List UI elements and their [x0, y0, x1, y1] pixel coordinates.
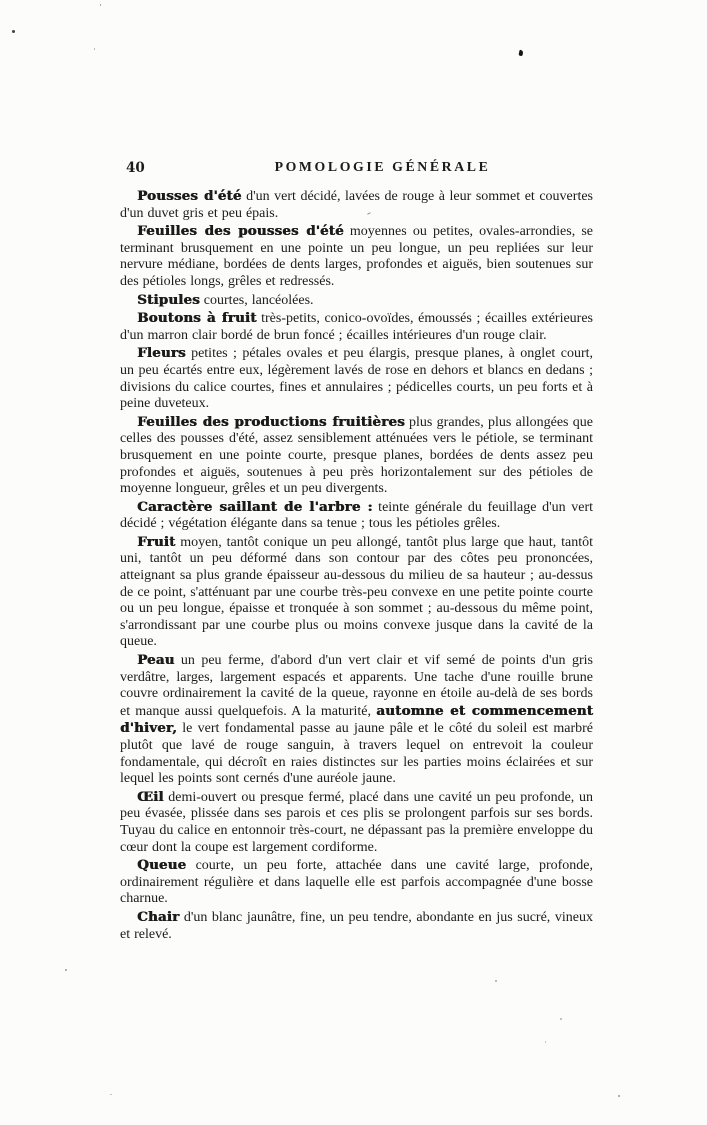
scan-speck — [110, 1094, 112, 1095]
paragraph-text: plus grandes, plus allongées que celles des pousses d'été, assez sensiblement atténuées vers le pétiole, se terminant brusquement en une pointe courte, presque planes, bordées de dents assez peu profondes et aiguës, soutenues à peu près horizontalement sur des pétioles de moyenne longueur, grêles et un peu divergents. — [120, 414, 593, 497]
paragraph-fruit — [120, 534, 593, 651]
paragraph-text: le vert fondamental passe au jaune pâle et le côté du soleil est marbré plutôt que lavé de rouge sanguin, à travers lequel on entrevoit la couleur fondamentale, qui décroît en raies distinctes sur les parties moins éclairées et sur lequel les points sont cernés d'une auréole jaune. — [120, 721, 593, 787]
paragraph-fleurs — [120, 345, 593, 412]
paragraph-chair — [120, 909, 593, 943]
page-header — [120, 159, 593, 179]
running-title: POMOLOGIE GÉNÉRALE — [274, 159, 491, 174]
scan-speck — [495, 980, 497, 982]
lead-stipules: Stipules — [137, 291, 200, 308]
lead-peau: Peau — [137, 652, 175, 669]
paragraph-text: petites ; pétales ovales et peu élargis, presque planes, à onglet court, un peu écartés entre eux, légèrement lavés de rose en dehors et blancs en dedans ; divisions du calice courtes, fines et annulaires ; pédicelles courts, un peu forts et à peine duveteux. — [120, 346, 593, 412]
scan-speck — [12, 30, 15, 33]
paragraph-oeil — [120, 789, 593, 856]
paragraph-stipules — [120, 292, 593, 310]
paragraph-caractere-saillant — [120, 499, 593, 533]
lead-boutons-a-fruit: Boutons à fruit — [137, 310, 257, 327]
page-number: 40 — [126, 160, 145, 176]
paragraph-text: très-petits, conico-ovoïdes, émoussés ; écailles extérieures d'un marron clair bordé de brun foncé ; écailles intérieures d'un rouge clair. — [120, 311, 593, 343]
paragraph-text: courtes, lancéolées. — [199, 292, 314, 308]
paragraph-boutons-a-fruit — [120, 310, 593, 344]
lead-feuilles-pousses: Feuilles des pousses d'été — [137, 223, 344, 240]
scan-speck — [545, 1041, 546, 1043]
scan-speck — [618, 1095, 620, 1097]
paragraph-text: moyennes ou petites, ovales-arrondies, se terminant brusquement en une pointe un peu longue, un peu repliées sur leur nervure médiane, bordées de dents larges, profondes et aiguës, bien soutenues sur des pétioles longs, grêles et redressés. — [120, 224, 593, 289]
paragraph-text: d'un blanc jaunâtre, fine, un peu tendre, abondante en jus sucré, vineux et relevé. — [120, 909, 593, 942]
paragraph-text: teinte générale du feuillage d'un vert décidé ; végétation élégante dans sa tenue ; tous les pétioles grêles. — [120, 499, 594, 532]
paragraph-pousses-dete — [120, 188, 593, 222]
lead-feuilles-productions: Feuilles des productions fruitières — [137, 413, 405, 430]
paragraph-text: courte, un peu forte, attachée dans une cavité large, profonde, ordinairement régulière et dans laquelle elle est parfois accompagnée d'une bosse charnue. — [120, 858, 593, 907]
paragraph-text: demi-ouvert ou presque fermé, placé dans une cavité un peu profonde, un peu évasée, plissée dans ses parois et ces plis se prolongent parfois sur ses bords. Tuyau du calice en entonnoir très-court, ne dépassant pas la première enveloppe du cœur dont la coupe est largement cordiforme. — [120, 789, 593, 855]
paragraph-feuilles-pousses — [120, 223, 593, 290]
lead-queue: Queue — [137, 857, 187, 874]
scan-speck — [65, 969, 67, 971]
scan-speck — [100, 4, 101, 6]
lead-caractere-saillant: Caractère saillant de l'arbre : — [137, 498, 373, 515]
lead-fleurs: Fleurs — [137, 345, 186, 362]
lead-fruit: Fruit — [137, 533, 176, 550]
lead-automne-hiver: automne et commencement d'hiver, — [120, 702, 593, 737]
paragraph-text: moyen, tantôt conique un peu allongé, tantôt plus large que haut, tantôt uni, tantôt un peu déformé dans son contour par des côtes peu prononcées, atteignant sa plus grande épaisseur au-dessous du milieu de sa hauteur ; au-dessus de ce point, s'atténuant par une courbe très-peu convexe en une petite pointe courte ou un peu longue, épaisse et tronquée à son sommet ; au-dessous du même point, s'arrondissant par une courbe plus ou moins convexe jusque dans la cavité de la queue. — [120, 534, 593, 650]
scan-speck — [94, 48, 95, 50]
lead-chair: Chair — [137, 908, 180, 925]
ink-mark — [518, 50, 523, 57]
scan-speck — [560, 1018, 562, 1020]
paragraph-text: un peu ferme, d'abord d'un vert clair et vif semé de points d'un gris verdâtre, larges, largement espacés et apparents. Une tache d'une rouille brune couvre ordinairement la cavité de la queue, rayonne en étoile au-delà de ses bords et manque aussi quelquefois. A la maturité, — [120, 653, 593, 719]
paragraph-feuilles-productions — [120, 414, 593, 498]
lead-pousses-dete: Pousses d'été — [137, 188, 242, 204]
text-block — [120, 188, 593, 944]
paragraph-peau — [120, 652, 593, 788]
lead-oeil: Œil — [137, 788, 164, 805]
paragraph-text: d'un vert décidé, lavées de rouge à leur sommet et couvertes d'un duvet gris et peu épais. — [120, 189, 593, 221]
paragraph-queue — [120, 857, 593, 908]
